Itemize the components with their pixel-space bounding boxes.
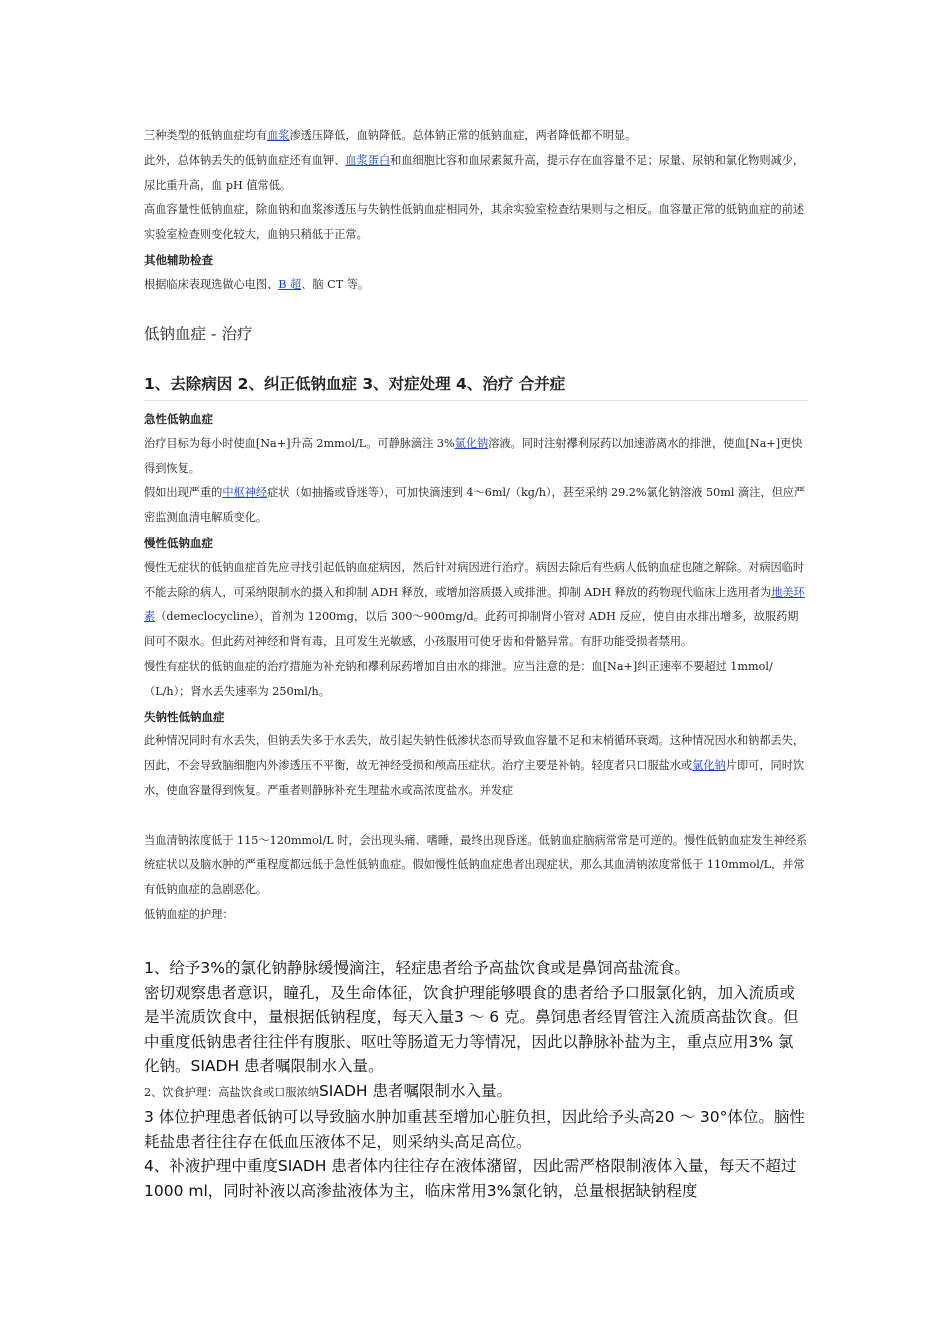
intro-block (144, 124, 808, 298)
text: 此种情况同时有水丢失，但钠丢失多于水丢失，故引起失钠性低渗状态而导致血容量不足和末梢循环衰竭。这种情况因水和钠都丢失，因此，不会导致脑细胞内外渗透压不平衡，故无神经受损和颅高压症状。治疗主要是补钠。轻度者只口服盐水或 (144, 734, 805, 773)
text: SIADH 患者嘱限制水入量。 (318, 1081, 512, 1100)
text: 片即可，同时饮水，使血容量得到恢复。严重者则静脉补充生理盐水或高浓度盐水。并发症 (144, 759, 805, 797)
text: 2、饮食护理：高盐饮食或口服浓纳 (144, 1085, 319, 1099)
depletion-paragraph-1 (144, 729, 808, 803)
text: 根据临床表现选做心电图、 (144, 277, 279, 291)
steps-title: 1、去除病因 2、纠正低钠血症 3、对症处理 4、治疗 合并症 (144, 375, 566, 393)
blank-line (144, 804, 808, 829)
text: 慢性无症状的低钠血症首先应寻找引起低钠血症病因，然后针对病因进行治疗。病因去除后有些病人低钠血症也随之解除。对病因临时不能去除的病人，可采纳限制水的摄入和抑制 ADH 释放，或增加溶质摄入或排泄。抑制 ADH 释放的药物现代临床上选用者为 (144, 560, 805, 599)
section-title: 低钠血症 - 治疗 (144, 325, 253, 343)
link-central-nervous[interactable]: 中枢神经 (222, 486, 268, 500)
link-demeclocycline[interactable]: 地美环素 (144, 585, 805, 624)
depletion-heading: 失钠性低钠血症 (144, 709, 225, 724)
text: 渗透压降低，血钠降低。总体钠正常的低钠血症，两者降低都不明显。 (289, 129, 637, 142)
nursing-block (144, 956, 808, 1203)
text: 治疗目标为每小时使血[Na+]升高 2mmol/L。可静脉滴注 3% (144, 436, 455, 450)
intro-paragraph-1 (144, 124, 808, 149)
link-sodium-chloride-tablet[interactable]: 氯化钠 (692, 759, 726, 773)
text: 溶液。同时注射襻利尿药以加速游离水的排泄，使血[Na+]更快得到恢复。 (144, 436, 803, 475)
nursing-item-1-detail: 密切观察患者意识，瞳孔，及生命体征，饮食护理能够喂食的患者给予口服氯化钠，加入流质或是半流质饮食中，量根据低钠程度，每天入量3 ～ 6 克。鼻饲患者经胃管注入流质高盐饮食。但中重度低钠患者往往伴有腹胀、呕吐等肠道无力等情况，因此以静脉补盐为主，重点应用3% 氯化钠。SIADH 患者嘱限制水入量。 (144, 983, 799, 1075)
depletion-paragraph-2: 当血清钠浓度低于 115～120mmol/L 时，会出现头痛、嗜睡，最终出现昏迷。低钠血症脑病常常是可逆的。慢性低钠血症发生神经系统症状以及脑水肿的严重程度都远低于急性低钠血症。假如慢性低钠血症患者出现症状，那么其血清钠浓度常低于 110mmol/L，并常有低钠血症的急剧恶化。 (144, 833, 808, 897)
intro-paragraph-3: 高血容量性低钠血症，除血钠和血浆渗透压与失钠性低钠血症相同外，其余实验室检查结果则与之相反。血容量正常的低钠血症的前述实验室检查则变化较大，血钠只稍低于正常。 (144, 203, 805, 242)
text: 三种类型的低钠血症均有 (144, 129, 268, 142)
chronic-paragraph-2: 慢性有症状的低钠血症的治疗措施为补充钠和襻利尿药增加自由水的排泄。应当注意的是：血[Na+]纠正速率不要超过 1mmol/（L/h）；肾水丢失速率为 250ml/h。 (144, 659, 773, 698)
intro-paragraph-4 (144, 273, 808, 298)
other-exams-heading: 其他辅助检查 (144, 252, 213, 267)
link-sodium-chloride[interactable]: 氯化钠 (454, 436, 489, 450)
chronic-heading: 慢性低钠血症 (144, 535, 213, 550)
nursing-item-3: 3 体位护理患者低钠可以导致脑水肿加重甚至增加心脏负担，因此给予头高20 ～ 30°体位。脑性耗盐患者往往存在低血压液体不足，则采纳头高足高位。 (144, 1108, 805, 1151)
text: 和血细胞比容和血尿素氮升高，提示存在血容量不足；尿量、尿钠和氯化物则减少，尿比重升高，血 pH 值常低。 (144, 153, 805, 192)
nursing-item-1: 1、给予3%的氯化钠静脉缓慢滴注，轻症患者给予高盐饮食或是鼻饲高盐流食。 (144, 959, 690, 977)
text: 此外，总体钠丢失的低钠血症还有血钾、 (144, 153, 346, 167)
nursing-heading: 低钠血症的护理： (144, 907, 234, 921)
link-plasma-protein[interactable]: 血浆蛋白 (345, 153, 391, 167)
text: 、脑 CT 等。 (301, 277, 370, 291)
intro-paragraph-2 (144, 149, 808, 199)
acute-heading: 急性低钠血症 (144, 412, 213, 426)
divider (144, 400, 808, 401)
nursing-item-4: 4、补液护理中重度SIADH 患者体内往往存在液体潴留，因此需严格限制液体入量，每天不超过1000 ml，同时补液以高渗盐液体为主，临床常用3%氯化钠，总量根据缺钠程度 (144, 1157, 797, 1200)
treatment-block (144, 407, 808, 928)
link-plasma[interactable]: 血浆 (267, 129, 290, 142)
acute-paragraph-2 (144, 481, 808, 531)
nursing-item-2 (144, 1079, 808, 1106)
acute-paragraph-1 (144, 432, 808, 482)
text: 症状（如抽搐或昏迷等），可加快滴速到 4～6ml/（kg/h），甚至采纳 29.2%氯化钠溶液 50ml 滴注，但应严密监测血清电解质变化。 (144, 486, 806, 525)
link-b-ultrasound[interactable]: B 超 (278, 277, 302, 291)
text: （demeclocycline），首剂为 1200mg，以后 300～900mg/d。此药可抑制肾小管对 ADH 反应，使自由水排出增多，故服药期间可不限水。但此药对神经和肾有毒，且可发生光敏感，小孩服用可使牙齿和骨骼异常。有肝功能受损者禁用。 (144, 610, 799, 649)
chronic-paragraph-1 (144, 556, 808, 655)
text: 假如出现严重的 (144, 486, 223, 500)
